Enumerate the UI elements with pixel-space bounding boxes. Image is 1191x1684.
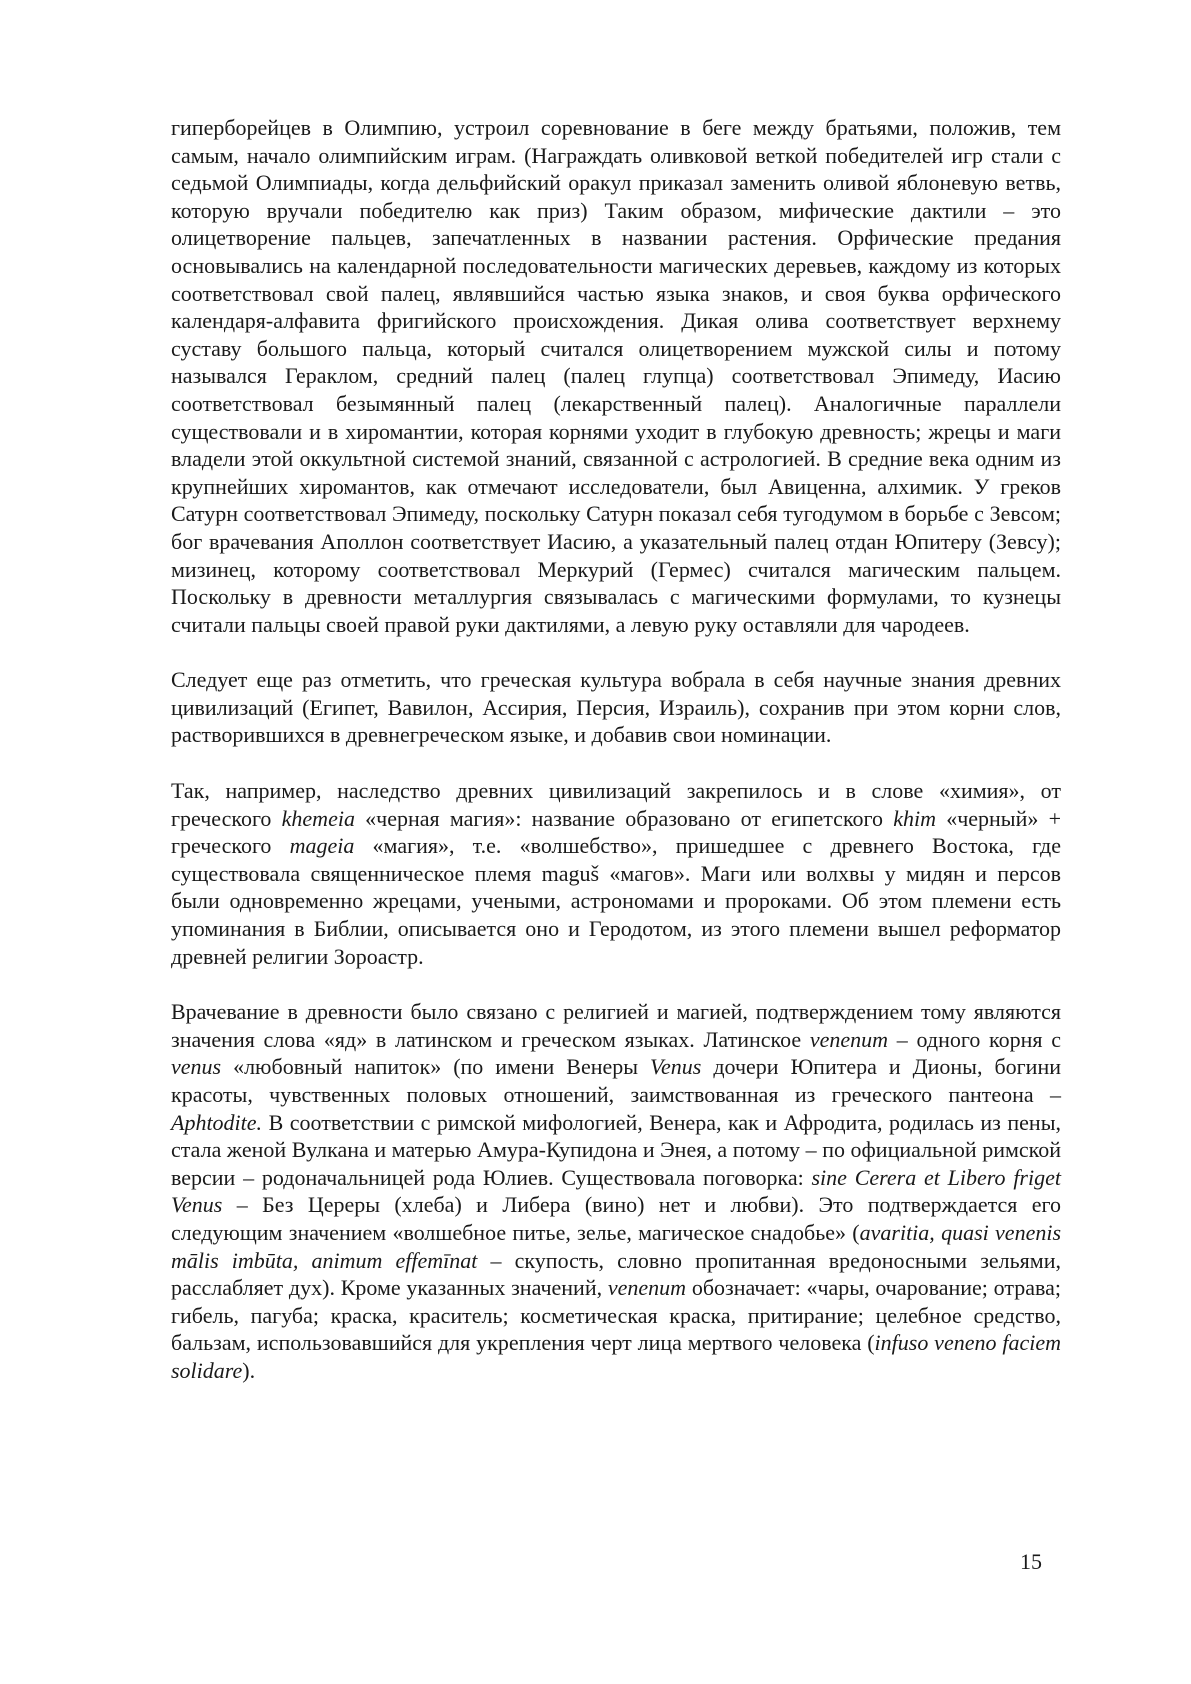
text-run: – Без Цереры (хлеба) и Либера (вино) нет и любви). Это подтверждается его следующим значением «волшебное питье, зелье, магическое снадобье» ( <box>171 1192 1061 1245</box>
paragraph-4 <box>171 998 1061 1384</box>
text-run: Врачевание в древности было связано с религией и магией, подтверждением тому являются значения слова «яд» в латинском и греческом языках. Латинское <box>171 999 1061 1052</box>
text-run: «магия», т.е. «волшебство», пришедшее с древнего Востока, где существовала священническое племя maguš «магов». Маги или волхвы у мидян и персов были одновременно жрецами, учеными, астрономами и пророками. Об этом племени есть упоминания в Библии, описывается оно и Геродотом, из этого племени вышел реформатор древней религии Зороастр. <box>171 833 1061 969</box>
text-run: – скупость, словно пропитанная вредоносными зельями, расслабляет дух). Кроме указанных значений, <box>171 1247 1061 1301</box>
text-run: Следует еще раз отметить, что греческая культура вобрала в себя научные знания древних цивилизаций (Египет, Вавилон, Ассирия, Персия, Израиль), сохранив при этом корни слов, растворившихся в древнегреческом языке, и добавив свои номинации. <box>171 667 1061 748</box>
text-run: – одного корня с <box>888 1026 1061 1052</box>
text-run: В соответствии с римской мифологией, Венера, как и Афродита, родилась из пены, стала женой Вулкана и матерью Амура-Купидона и Энея, а потому – по официальной римской версии – родоначальницей рода Юлиев. Существовала поговорка: <box>171 1109 1061 1190</box>
paragraph-3 <box>171 777 1061 970</box>
text-run: «черная магия»: название образовано от египетского <box>354 805 894 831</box>
text-run: «любовный напиток» (по имени Венеры <box>221 1054 651 1080</box>
italic-term: venenum <box>809 1026 889 1052</box>
page-body <box>171 114 1061 1385</box>
text-run: Так, например, наследство древних цивилизаций закрепилось и в слове «химия», от греческого <box>171 778 1061 831</box>
italic-term: venus <box>171 1054 222 1080</box>
italic-term: sine Cerera et Libero friget Venus <box>171 1164 1061 1218</box>
paragraph-2 <box>171 666 1061 749</box>
italic-term: khemeia <box>281 805 355 831</box>
text-run: дочери Юпитера и Дионы, богини красоты, чувственных половых отношений, заимствованная из греческого пантеона – <box>171 1054 1061 1107</box>
text-run: ). <box>242 1357 256 1383</box>
italic-term: mageia <box>289 833 355 859</box>
italic-term: venenum <box>607 1275 687 1301</box>
text-run: гиперборейцев в Олимпию, устроил соревнование в беге между братьями, положив, тем самым, начало олимпийским играм. (Награждать оливковой веткой победителей игр стали с седьмой Олимпиады, когда дельфийский оракул приказал заменить оливой яблоневую ветвь, которую вручали победителю как приз) Таким образом, мифические дактили – это олицетворение пальцев, запечатленных в названии растения. Орфические предания основывались на календарной последовательности магических деревьев, каждому из которых соответствовал свой палец, являвшийся частью языка знаков, и своя буква орфического календаря-алфавита фригийского происхождения. Дикая олива соответствует верхнему суставу большого пальца, который считался олицетворением мужской силы и потому назывался Гераклом, средний палец (палец глупца) соответствовал Эпимеду, Иасию соответствовал безымянный палец (лекарственный палец). Аналогичные параллели существовали и в хиромантии, которая корнями уходит в глубокую древность; жрецы и маги владели этой оккультной системой знаний, связанной с астрологией. В средние века одним из крупнейших хиромантов, как отмечают исследователи, был Авиценна, алхимик. У греков Сатурн соответствовал Эпимеду, поскольку Сатурн показал себя тугодумом в борьбе с Зевсом; бог врачевания Аполлон соответствует Иасию, а указательный палец отдан Юпитеру (Зевсу); мизинец, которому соответствовал Меркурий (Гермес) считался магическим пальцем. Поскольку в древности металлургия связывалась с магическими формулами, то кузнецы считали пальцы своей правой руки дактилями, а левую руку оставляли для чародеев. <box>171 115 1061 637</box>
text-run: обозначает: «чары, очарование; отрава; гибель, пагуба; краска, краситель; косметическая краска, притирание; целебное средство, бальзам, использовавшийся для укрепления черт лица мертвого человека ( <box>171 1275 1061 1356</box>
italic-term: Venus <box>650 1054 702 1080</box>
page-number: 15 <box>1020 1549 1042 1574</box>
italic-term: avaritia, quasi venenis mālis imbūta, animum effemīnat <box>171 1219 1062 1273</box>
paragraph-1 <box>171 114 1061 638</box>
italic-term: infuso veneno faciem solidare <box>171 1330 1061 1383</box>
italic-term: Aphtodite. <box>171 1109 263 1135</box>
text-run: «черный» + греческого <box>171 805 1061 859</box>
italic-term: khim <box>893 805 936 831</box>
